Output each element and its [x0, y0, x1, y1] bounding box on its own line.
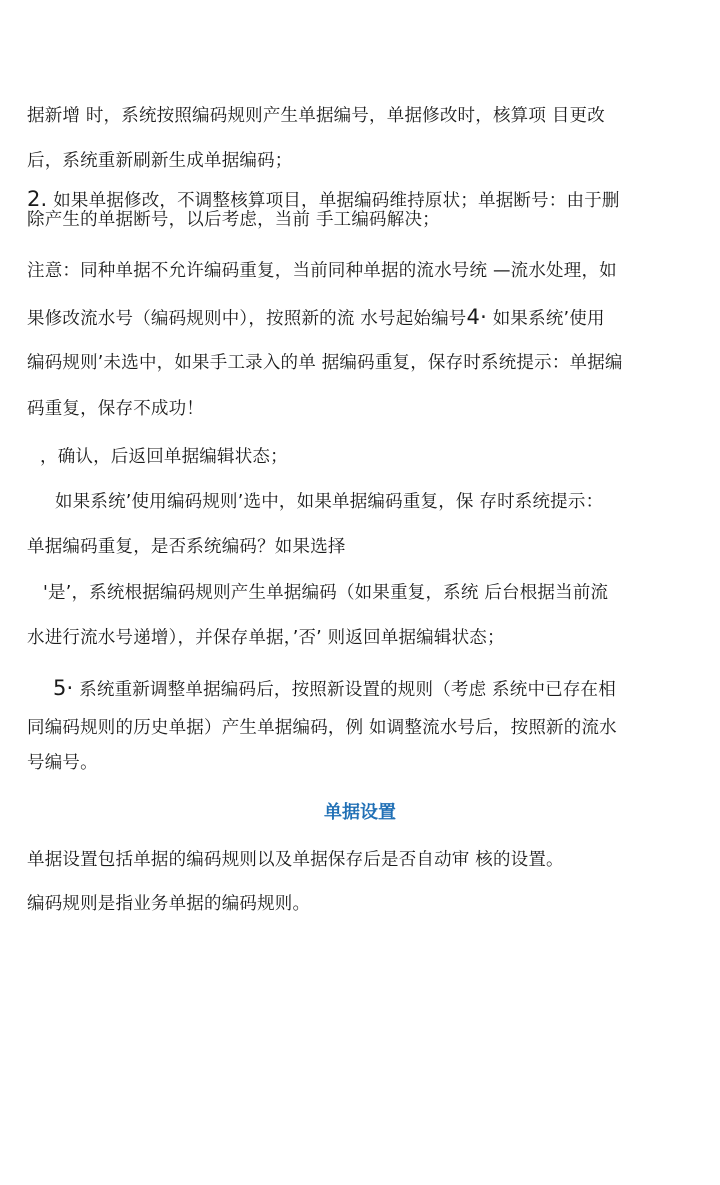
- p4-line-1: ，确认，后返回单据编辑状态；: [40, 447, 288, 467]
- p7-line-1-text: 系统重新调整单据编码后，按照新设置的规则（考虑 系统中已存在相: [73, 680, 616, 700]
- p1-line-2: 后，系统重新刷新生成单据编码；: [27, 151, 293, 171]
- p6-line-2: 水进行流水号递增），并保存单据，’否’ 则返回单据编辑状态；: [27, 628, 505, 648]
- p8-line-1: 单据设置包括单据的编码规则以及单据保存后是否自动审 核的设置。: [27, 850, 564, 870]
- p3-line-3: 编码规则’未选中，如果手工录入的单 据编码重复，保存时系统提示：单据编: [27, 353, 623, 373]
- p7-number: 5·: [53, 676, 74, 700]
- p7-line-1: [53, 677, 696, 701]
- p7-line-3: 号编号。: [27, 753, 98, 773]
- p2-number: 2.: [27, 187, 48, 211]
- p9-line-1: 编码规则是指业务单据的编码规则。: [27, 894, 311, 914]
- section-title: 单据设置: [324, 802, 396, 823]
- p1-line-1: 据新增 时，系统按照编码规则产生单据编号，单据修改时，核算项 目更改: [27, 106, 605, 126]
- p3-line-2a: 果修改流水号（编码规则中），按照新的流 水号起始编号: [27, 309, 467, 329]
- p3-line-2: [27, 306, 696, 330]
- p3-line-1: 注意：同种单据不允许编码重复，当前同种单据的流水号统 —流水处理，如: [27, 261, 617, 281]
- p6-line-1: '是’，系统根据编码规则产生单据编码（如果重复，系统 后台根据当前流: [43, 583, 609, 603]
- p3-line-4: 码重复，保存不成功！: [27, 399, 204, 419]
- p3-line-2b: 如果系统’使用: [486, 309, 605, 329]
- p3-number: 4·: [466, 305, 487, 329]
- p2-line-1-text: 如果单据修改，不调整核算项目，单据编码维持原状；单据断号：由于删: [47, 191, 620, 211]
- p7-line-2: 同编码规则的历史单据）产生单据编码，例 如调整流水号后，按照新的流水: [27, 718, 617, 738]
- p5-line-1: 如果系统’使用编码规则’选中，如果单据编码重复，保 存时系统提示：: [55, 492, 604, 512]
- p2-line-2: 除产生的单据断号，以后考虑，当前 手工编码解决；: [27, 210, 440, 230]
- p5-line-2: 单据编码重复，是否系统编码？如果选择: [27, 537, 346, 557]
